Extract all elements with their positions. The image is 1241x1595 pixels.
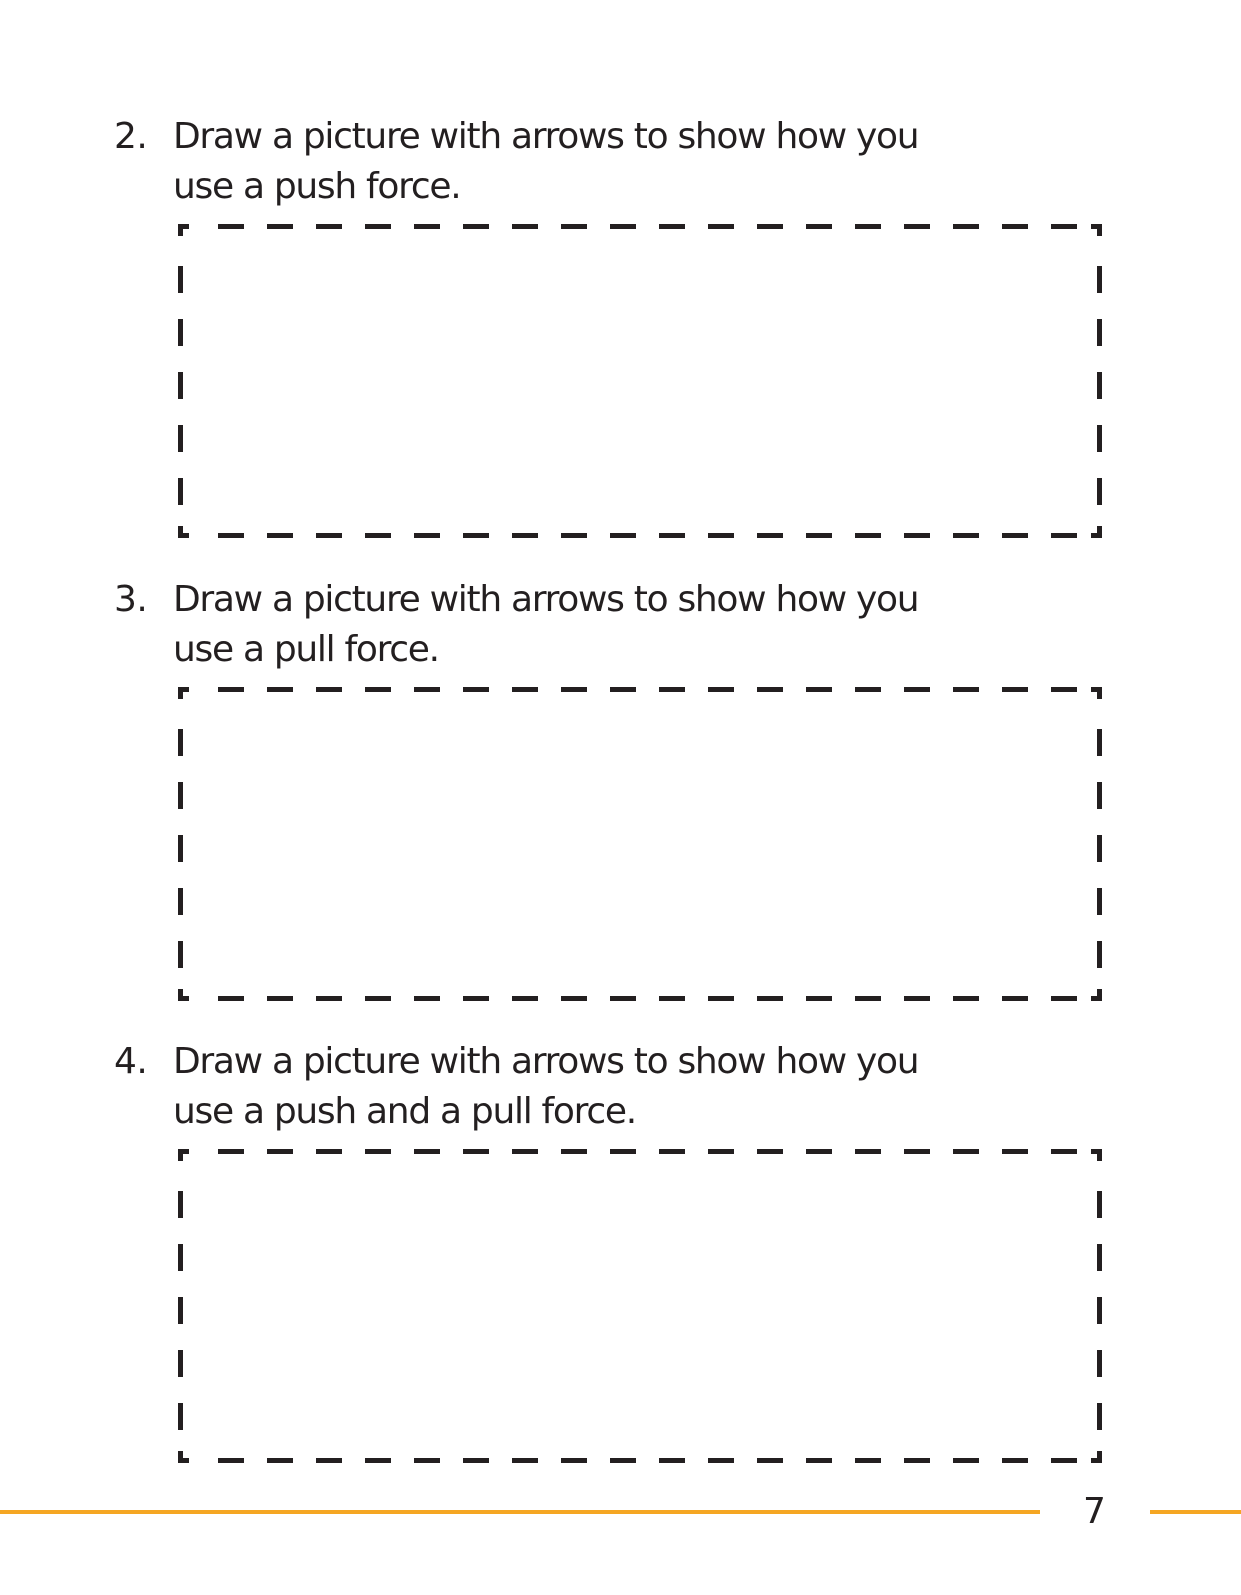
question-4 (114, 1037, 1074, 1137)
dashed-border (172, 681, 1108, 1007)
question-3 (114, 575, 1074, 675)
dashed-border (172, 1143, 1108, 1469)
footer-rule-left (0, 1510, 1040, 1514)
question-number: 2. (114, 116, 148, 157)
question-line-2: use a pull force. (173, 629, 439, 670)
page-number: 7 (1083, 1491, 1106, 1532)
footer-rule-right (1150, 1510, 1241, 1514)
question-number: 4. (114, 1041, 148, 1082)
question-line-1: Draw a picture with arrows to show how you (173, 1041, 919, 1082)
drawing-box-push[interactable] (172, 218, 1108, 544)
question-line-1: Draw a picture with arrows to show how you (173, 579, 919, 620)
question-line-1: Draw a picture with arrows to show how you (173, 116, 919, 157)
question-line-2: use a push and a pull force. (173, 1091, 636, 1132)
drawing-box-pull[interactable] (172, 681, 1108, 1007)
question-line-2: use a push force. (173, 166, 461, 207)
question-number: 3. (114, 579, 148, 620)
dashed-border (172, 218, 1108, 544)
question-2 (114, 112, 1074, 212)
drawing-box-push-and-pull[interactable] (172, 1143, 1108, 1469)
